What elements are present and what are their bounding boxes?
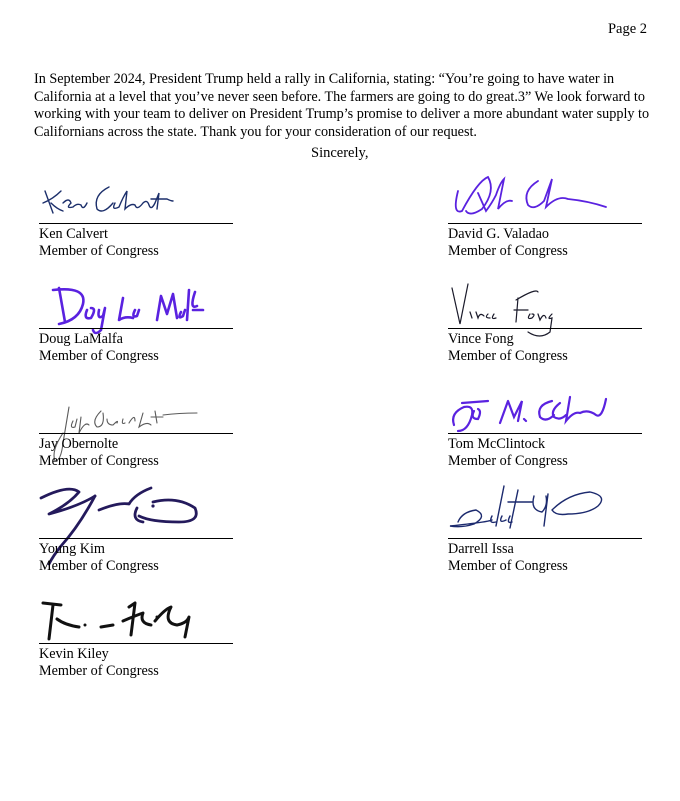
- signatory-name: Young Kim: [39, 541, 105, 557]
- signatory-title: Member of Congress: [448, 348, 568, 364]
- page-number: Page 2: [607, 21, 647, 37]
- signatory-name: Darrell Issa: [448, 541, 514, 557]
- handwritten-signature-kevin-kiley: [39, 599, 209, 649]
- signatory-title: Member of Congress: [39, 453, 159, 469]
- signatory-title: Member of Congress: [448, 453, 568, 469]
- signatory-name: Vince Fong: [448, 331, 514, 347]
- signatory-name: Kevin Kiley: [39, 646, 109, 662]
- signatory-title: Member of Congress: [39, 243, 159, 259]
- handwritten-signature-david-valadao: [448, 171, 618, 223]
- handwritten-signature-darrell-issa: [448, 482, 618, 540]
- signatory-name: Doug LaMalfa: [39, 331, 123, 347]
- body-paragraph: In September 2024, President Trump held a rally in California, stating: “You’re going to have water in California at a level that you’ve never seen before. The farmers are going to do great.3” We look forward to working with your team to deliver on President Trump’s promise to deliver a more abundant water supply to Californians across the state. Thank you for your consideration of our request.: [34, 71, 650, 140]
- signatory-title: Member of Congress: [39, 558, 159, 574]
- signatory-title: Member of Congress: [448, 558, 568, 574]
- signatory-name: Jay Obernolte: [39, 436, 119, 452]
- signatory-name: David G. Valadao: [448, 226, 549, 242]
- handwritten-signature-ken-calvert: [39, 173, 179, 223]
- closing-salutation: Sincerely,: [311, 145, 369, 161]
- signatory-title: Member of Congress: [39, 663, 159, 679]
- signatory-name: Ken Calvert: [39, 226, 108, 242]
- signatory-name: Tom McClintock: [448, 436, 546, 452]
- signatory-title: Member of Congress: [448, 243, 568, 259]
- signatory-title: Member of Congress: [39, 348, 159, 364]
